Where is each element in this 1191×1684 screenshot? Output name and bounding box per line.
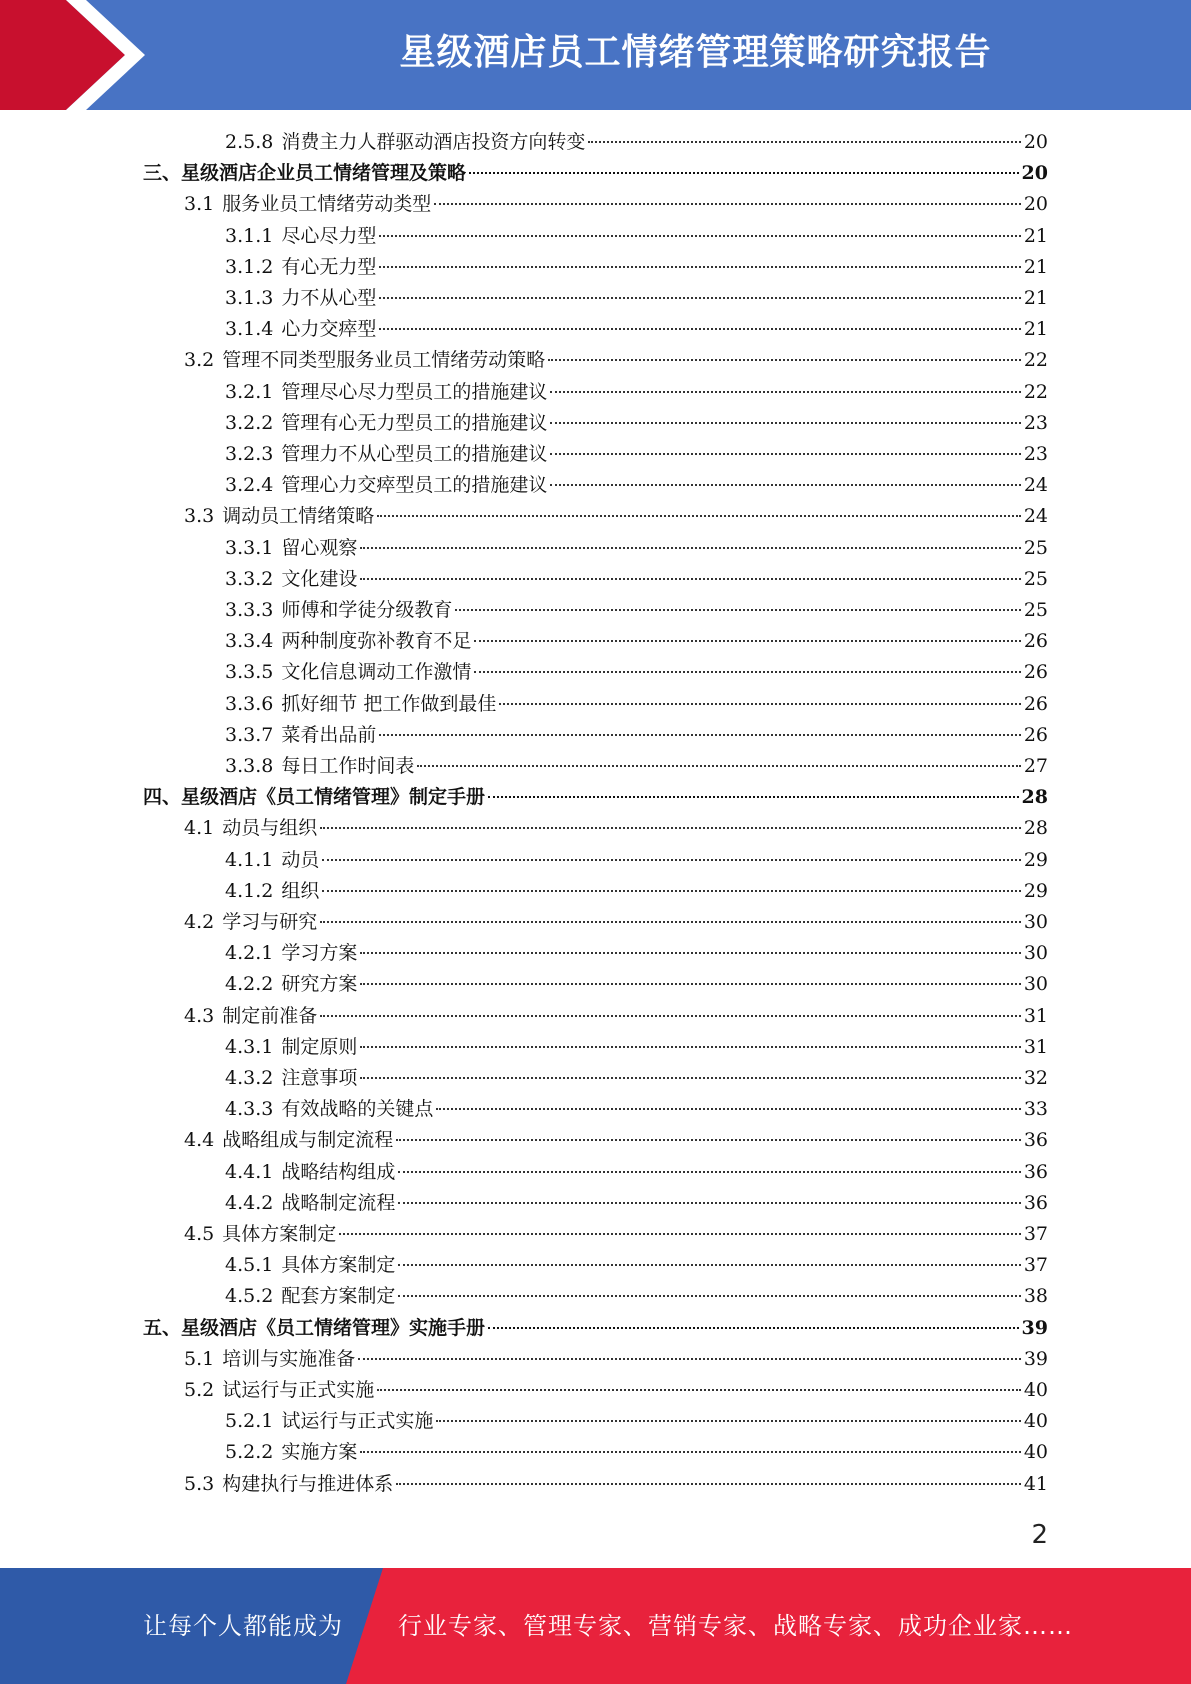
- toc-entry-title: 调动员工情绪策略: [222, 505, 375, 528]
- toc-entry-number: 3.3.4: [225, 630, 274, 653]
- toc-entry[interactable]: [225, 314, 1048, 345]
- footer-slogan-right: 行业专家、管理专家、营销专家、战略专家、成功企业家……: [398, 1612, 1073, 1640]
- toc-entry-title: 文化建设: [281, 567, 358, 590]
- toc-entry[interactable]: [225, 127, 1048, 158]
- toc-entry-title: 菜肴出品前: [281, 723, 377, 746]
- toc-entry[interactable]: [225, 1032, 1048, 1063]
- toc-entry[interactable]: [225, 1250, 1048, 1281]
- toc-entry-number: 3.3.2: [225, 567, 274, 590]
- toc-dot-leader: [360, 1077, 1020, 1079]
- toc-entry[interactable]: [225, 657, 1048, 688]
- toc-entry-title: 实施方案: [281, 1441, 358, 1464]
- toc-dot-leader: [377, 1389, 1021, 1391]
- page-number: 2: [1031, 1520, 1048, 1550]
- toc-entry[interactable]: [184, 345, 1048, 376]
- toc-entry-page: 36: [1023, 1160, 1048, 1183]
- toc-entry[interactable]: [225, 938, 1048, 969]
- toc-entry-title: 力不从心型: [281, 287, 377, 309]
- toc-entry-page: 26: [1023, 692, 1048, 715]
- toc-entry[interactable]: [225, 1094, 1048, 1125]
- footer-slogan-left: 让每个人都能成为: [143, 1612, 343, 1640]
- toc-entry[interactable]: [225, 720, 1048, 751]
- toc-entry-title: 有效战略的关键点: [281, 1098, 434, 1121]
- toc-dot-leader: [396, 1139, 1021, 1141]
- toc-entry-title: 学习方案: [281, 942, 358, 965]
- toc-entry-title: 有心无力型: [281, 255, 377, 278]
- toc-dot-leader: [398, 1171, 1020, 1173]
- toc-entry-number: 4.3.3: [225, 1098, 274, 1121]
- toc-dot-leader: [436, 1420, 1020, 1422]
- toc-entry-page: 30: [1023, 942, 1048, 965]
- toc-entry-page: 31: [1023, 1035, 1048, 1058]
- toc-entry[interactable]: [184, 1125, 1048, 1156]
- toc-entry-page: 25: [1023, 567, 1048, 590]
- toc-entry-page: 26: [1023, 661, 1048, 684]
- toc-entry-page: 31: [1023, 1004, 1048, 1027]
- toc-dot-leader: [320, 921, 1021, 923]
- toc-entry-title: 三、星级酒店企业员工情绪管理及策略: [143, 162, 467, 185]
- toc-entry-title: 服务业员工情绪劳动类型: [222, 193, 432, 216]
- toc-entry-title: 心力交瘁型: [281, 318, 377, 341]
- toc-entry-page: 28: [1023, 817, 1048, 840]
- toc-dot-leader: [320, 1015, 1021, 1017]
- toc-entry-page: 26: [1023, 630, 1048, 653]
- toc-entry-number: 3.1.1: [225, 224, 274, 247]
- toc-dot-leader: [360, 1451, 1020, 1453]
- toc-entry-page: 32: [1023, 1067, 1048, 1089]
- toc-entry[interactable]: [225, 564, 1048, 595]
- toc-dot-leader: [398, 1295, 1020, 1297]
- toc-entry-page: 40: [1023, 1410, 1048, 1433]
- toc-entry-number: 4.2.2: [225, 973, 274, 996]
- toc-entry-title: 消费主力人群驱动酒店投资方向转变: [281, 131, 586, 153]
- header-arrow-decoration: [0, 0, 200, 110]
- toc-entry-title: 研究方案: [281, 973, 358, 996]
- toc-entry[interactable]: [225, 283, 1048, 314]
- toc-entry[interactable]: [225, 252, 1048, 283]
- toc-entry-page: 30: [1023, 973, 1048, 996]
- toc-entry-title: 动员: [281, 848, 320, 871]
- toc-entry-title: 注意事项: [281, 1067, 358, 1089]
- document-title: 星级酒店员工情绪管理策略研究报告: [399, 32, 992, 73]
- toc-entry-title: 战略结构组成: [281, 1160, 396, 1183]
- toc-entry-title: 制定前准备: [222, 1004, 318, 1027]
- toc-entry[interactable]: [225, 751, 1048, 782]
- toc-entry-title: 管理心力交瘁型员工的措施建议: [281, 474, 548, 497]
- toc-entry[interactable]: [225, 377, 1048, 408]
- toc-entry-number: 3.2.3: [225, 443, 274, 465]
- toc-entry-title: 管理力不从心型员工的措施建议: [281, 443, 548, 465]
- toc-entry-title: 师傅和学徒分级教育: [281, 599, 453, 621]
- toc-entry-title: 制定原则: [281, 1035, 358, 1058]
- toc-entry-page: 36: [1023, 1191, 1048, 1214]
- toc-entry-number: 5.1: [184, 1347, 215, 1370]
- toc-entry-title: 具体方案制定: [281, 1254, 396, 1277]
- toc-dot-leader: [396, 1483, 1021, 1485]
- toc-entry-number: 4.3.1: [225, 1035, 274, 1058]
- toc-entry-number: 4.1.2: [225, 879, 274, 902]
- toc-entry[interactable]: [225, 470, 1048, 501]
- toc-dot-leader: [360, 547, 1020, 549]
- toc-dot-leader: [360, 578, 1020, 580]
- toc-entry[interactable]: [225, 439, 1048, 470]
- toc-entry[interactable]: [184, 907, 1048, 938]
- toc-entry[interactable]: [184, 189, 1048, 220]
- toc-entry-number: 3.1: [184, 193, 215, 216]
- toc-entry-page: 21: [1023, 287, 1048, 309]
- toc-entry-page: 33: [1023, 1098, 1048, 1121]
- toc-entry-page: 21: [1023, 318, 1048, 341]
- toc-entry-page: 20: [1021, 162, 1048, 185]
- toc-dot-leader: [360, 983, 1020, 985]
- toc-entry[interactable]: [225, 533, 1048, 564]
- toc-dot-leader: [417, 765, 1020, 767]
- toc-entry-number: 4.4.1: [225, 1160, 274, 1183]
- toc-entry[interactable]: [225, 689, 1048, 720]
- toc-dot-leader: [469, 172, 1019, 174]
- toc-entry-number: 5.2.1: [225, 1410, 274, 1433]
- toc-dot-leader: [488, 1327, 1019, 1329]
- toc-entry-title: 学习与研究: [222, 911, 318, 933]
- toc-entry-number: 3.3.5: [225, 661, 274, 684]
- toc-entry-number: 4.1: [184, 817, 215, 840]
- toc-entry-number: 3.2.2: [225, 411, 274, 434]
- toc-entry-page: 39: [1023, 1347, 1048, 1370]
- toc-entry-title: 管理有心无力型员工的措施建议: [281, 411, 548, 434]
- toc-entry-page: 20: [1023, 193, 1048, 216]
- toc-entry-page: 37: [1023, 1254, 1048, 1277]
- toc-entry-page: 30: [1023, 911, 1048, 933]
- toc-entry[interactable]: [184, 1344, 1048, 1375]
- toc-dot-leader: [322, 859, 1020, 861]
- toc-entry-page: 36: [1023, 1129, 1048, 1152]
- toc-dot-leader: [358, 1358, 1021, 1360]
- toc-entry-title: 尽心尽力型: [281, 224, 377, 247]
- toc-dot-leader: [434, 203, 1021, 205]
- toc-entry[interactable]: [225, 1437, 1048, 1468]
- toc-entry-number: 4.5.1: [225, 1254, 274, 1277]
- toc-entry-number: 4.5.2: [225, 1285, 274, 1308]
- toc-entry-page: 21: [1023, 224, 1048, 247]
- toc-dot-leader: [548, 359, 1021, 361]
- page-header: [0, 0, 1191, 110]
- toc-entry-number: 4.5: [184, 1223, 215, 1245]
- toc-dot-leader: [499, 703, 1020, 705]
- toc-entry-number: 3.3.3: [225, 599, 274, 621]
- toc-entry-page: 26: [1023, 723, 1048, 746]
- toc-entry-number: 5.3: [184, 1472, 215, 1495]
- toc-entry-number: 3.1.4: [225, 318, 274, 341]
- toc-dot-leader: [320, 827, 1021, 829]
- toc-entry[interactable]: [225, 221, 1048, 252]
- toc-entry-page: 37: [1023, 1223, 1048, 1245]
- toc-entry-title: 留心观察: [281, 536, 358, 559]
- toc-entry-page: 24: [1023, 474, 1048, 497]
- toc-dot-leader: [488, 796, 1019, 798]
- toc-entry-title: 管理不同类型服务业员工情绪劳动策略: [222, 349, 546, 372]
- toc-entry[interactable]: [184, 1469, 1048, 1500]
- toc-entry-number: 3.2.1: [225, 380, 274, 403]
- toc-entry-page: 39: [1021, 1316, 1048, 1339]
- toc-entry-page: 27: [1023, 755, 1048, 777]
- toc-entry-number: 4.2: [184, 911, 215, 933]
- toc-entry[interactable]: [225, 876, 1048, 907]
- toc-entry-number: 5.2.2: [225, 1441, 274, 1464]
- toc-entry-title: 配套方案制定: [281, 1285, 396, 1308]
- toc-entry-page: 25: [1023, 599, 1048, 621]
- toc-dot-leader: [550, 391, 1020, 393]
- toc-dot-leader: [322, 890, 1020, 892]
- toc-entry[interactable]: [225, 969, 1048, 1000]
- toc-entry[interactable]: [225, 1157, 1048, 1188]
- toc-entry-title: 试运行与正式实施: [222, 1379, 375, 1401]
- toc-entry-number: 3.2: [184, 349, 215, 372]
- toc-entry-page: 25: [1023, 536, 1048, 559]
- toc-dot-leader: [379, 297, 1020, 299]
- toc-dot-leader: [339, 1233, 1021, 1235]
- toc-entry-title: 抓好细节 把工作做到最佳: [281, 692, 497, 715]
- toc-entry[interactable]: [225, 1063, 1048, 1094]
- toc-dot-leader: [550, 453, 1020, 455]
- toc-entry-number: 4.4: [184, 1129, 215, 1152]
- toc-dot-leader: [398, 1202, 1020, 1204]
- toc-entry-number: 3.3.8: [225, 755, 274, 777]
- toc-entry[interactable]: [184, 1001, 1048, 1032]
- toc-dot-leader: [377, 515, 1021, 517]
- toc-entry-title: 文化信息调动工作激情: [281, 661, 472, 684]
- toc-entry[interactable]: [184, 1219, 1048, 1250]
- toc-entry[interactable]: [225, 1406, 1048, 1437]
- toc-dot-leader: [588, 141, 1020, 143]
- toc-entry-title: 管理尽心尽力型员工的措施建议: [281, 380, 548, 403]
- toc-entry-page: 29: [1023, 848, 1048, 871]
- toc-entry[interactable]: [184, 813, 1048, 844]
- toc-entry[interactable]: [143, 1313, 1048, 1344]
- toc-entry[interactable]: [225, 1188, 1048, 1219]
- toc-entry-number: 2.5.8: [225, 131, 274, 153]
- toc-entry-title: 具体方案制定: [222, 1223, 337, 1245]
- toc-dot-leader: [474, 671, 1020, 673]
- toc-dot-leader: [379, 235, 1020, 237]
- toc-entry-number: 3.2.4: [225, 474, 274, 497]
- toc-entry[interactable]: [184, 501, 1048, 532]
- toc-dot-leader: [550, 484, 1020, 486]
- toc-dot-leader: [379, 734, 1020, 736]
- toc-entry-page: 22: [1023, 349, 1048, 372]
- toc-entry[interactable]: [225, 1281, 1048, 1312]
- toc-entry-page: 41: [1023, 1472, 1048, 1495]
- toc-entry-title: 动员与组织: [222, 817, 318, 840]
- toc-entry-page: 24: [1023, 505, 1048, 528]
- toc-dot-leader: [474, 640, 1020, 642]
- toc-entry-title: 组织: [281, 879, 320, 902]
- toc-entry[interactable]: [225, 408, 1048, 439]
- toc-entry-title: 每日工作时间表: [281, 755, 415, 777]
- toc-entry-number: 4.4.2: [225, 1191, 274, 1214]
- toc-entry[interactable]: [143, 158, 1048, 189]
- toc-entry-title: 两种制度弥补教育不足: [281, 630, 472, 653]
- toc-dot-leader: [550, 422, 1020, 424]
- toc-entry[interactable]: [184, 1375, 1048, 1406]
- toc-entry[interactable]: [225, 626, 1048, 657]
- toc-entry-title: 试运行与正式实施: [281, 1410, 434, 1433]
- toc-dot-leader: [379, 266, 1020, 268]
- toc-entry-title: 战略组成与制定流程: [222, 1129, 394, 1152]
- toc-entry-page: 29: [1023, 879, 1048, 902]
- toc-entry-page: 21: [1023, 255, 1048, 278]
- toc-entry-title: 五、星级酒店《员工情绪管理》实施手册: [143, 1316, 486, 1339]
- toc-entry-number: 3.1.2: [225, 255, 274, 278]
- toc-dot-leader: [360, 1046, 1020, 1048]
- toc-entry-number: 4.3.2: [225, 1067, 274, 1089]
- toc-entry-number: 3.3.6: [225, 692, 274, 715]
- toc-entry-page: 20: [1023, 131, 1048, 153]
- toc-entry-number: 3.1.3: [225, 287, 274, 309]
- toc-entry-page: 23: [1023, 411, 1048, 434]
- toc-entry[interactable]: [143, 782, 1048, 813]
- toc-dot-leader: [360, 952, 1020, 954]
- toc-entry-page: 38: [1023, 1285, 1048, 1308]
- toc-entry[interactable]: [225, 595, 1048, 626]
- toc-entry-number: 4.2.1: [225, 942, 274, 965]
- toc-entry-page: 40: [1023, 1441, 1048, 1464]
- toc-entry-page: 22: [1023, 380, 1048, 403]
- toc-dot-leader: [436, 1108, 1020, 1110]
- toc-entry-number: 4.1.1: [225, 848, 274, 871]
- toc-entry-title: 战略制定流程: [281, 1191, 396, 1214]
- toc-entry-number: 3.3: [184, 505, 215, 528]
- toc-entry-page: 28: [1021, 786, 1048, 809]
- toc-entry-page: 40: [1023, 1379, 1048, 1401]
- toc-entry[interactable]: [225, 845, 1048, 876]
- toc-entry-number: 3.3.1: [225, 536, 274, 559]
- toc-dot-leader: [398, 1264, 1020, 1266]
- toc-entry-page: 23: [1023, 443, 1048, 465]
- toc-dot-leader: [455, 609, 1020, 611]
- toc-entry-title: 四、星级酒店《员工情绪管理》制定手册: [143, 786, 486, 809]
- toc-entry-title: 培训与实施准备: [222, 1347, 356, 1370]
- toc-entry-title: 构建执行与推进体系: [222, 1472, 394, 1495]
- toc-entry-number: 3.3.7: [225, 723, 274, 746]
- page-footer: [0, 1568, 1191, 1684]
- toc-dot-leader: [379, 328, 1020, 330]
- toc-entry-number: 5.2: [184, 1379, 215, 1401]
- toc-entry-number: 4.3: [184, 1004, 215, 1027]
